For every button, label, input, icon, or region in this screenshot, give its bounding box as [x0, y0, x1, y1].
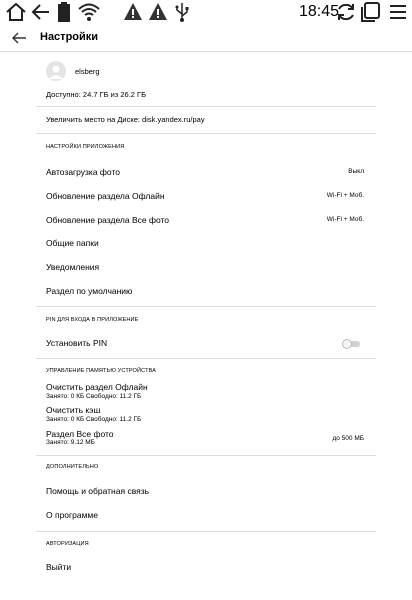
warning-icon — [123, 1, 143, 27]
back-arrow-icon[interactable] — [29, 1, 51, 27]
home-icon[interactable] — [5, 1, 27, 27]
setting-value: Выкл — [348, 168, 364, 175]
all-photos-item[interactable] — [0, 429, 412, 447]
copy-icon[interactable] — [359, 1, 381, 27]
setting-value: Wi-Fi + Моб. — [326, 216, 364, 223]
clear-offline-item[interactable] — [0, 382, 412, 400]
divider — [36, 133, 376, 134]
clear-cache-item[interactable] — [0, 405, 412, 423]
setting-label: Автозагрузка фото — [46, 167, 120, 177]
app-bar — [0, 26, 412, 52]
avatar — [46, 61, 66, 81]
setting-offline-update[interactable] — [0, 189, 412, 203]
setting-label: Обновление раздела Офлайн — [46, 191, 165, 201]
toggle-knob — [342, 339, 352, 349]
divider — [36, 358, 376, 359]
setting-value: Wi-Fi + Моб. — [326, 192, 364, 199]
storage-info: Доступно: 24.7 ГБ из 26.2 ГБ — [46, 90, 147, 99]
usb-icon — [174, 1, 190, 27]
back-button[interactable] — [8, 28, 30, 48]
setting-label: Обновление раздела Все фото — [46, 215, 170, 225]
setting-default-section[interactable]: Раздел по умолчанию — [46, 286, 133, 296]
about-item[interactable]: О программе — [46, 510, 99, 520]
clear-cache-label: Очистить кэш — [46, 405, 101, 415]
help-feedback-item[interactable]: Помощь и обратная связь — [46, 486, 150, 496]
section-header-app-settings: НАСТРОЙКИ ПРИЛОЖЕНИЯ — [46, 144, 125, 150]
section-header-pin: PIN ДЛЯ ВХОДА В ПРИЛОЖЕНИЕ — [46, 317, 139, 323]
set-pin-label: Установить PIN — [46, 338, 108, 348]
section-header-additional: ДОПОЛНИТЕЛЬНО — [46, 464, 99, 470]
page-title: Настройки — [40, 31, 99, 43]
battery-icon — [57, 1, 71, 27]
upgrade-storage-link[interactable]: Увеличить место на Диске: disk.yandex.ru/pay — [46, 115, 205, 124]
clear-offline-label: Очистить раздел Офлайн — [46, 382, 148, 392]
divider — [36, 531, 376, 532]
warning-icon — [148, 1, 168, 27]
setting-allphotos-update[interactable] — [0, 213, 412, 227]
setting-notifications[interactable]: Уведомления — [46, 262, 100, 272]
status-bar — [0, 0, 412, 26]
wifi-icon — [77, 1, 101, 27]
all-photos-label: Раздел Все фото — [46, 429, 114, 439]
divider — [36, 306, 376, 307]
account-name: elsberg — [75, 67, 100, 76]
setting-shared-folders[interactable]: Общие папки — [46, 238, 99, 248]
all-photos-sub: Занято: 9.12 МБ — [46, 439, 95, 446]
divider — [36, 106, 376, 107]
all-photos-value: до 500 МБ — [332, 435, 364, 442]
logout-item[interactable]: Выйти — [46, 562, 72, 572]
clock: 18:45 — [299, 3, 340, 20]
menu-icon[interactable] — [387, 1, 409, 27]
clear-offline-sub: Занято: 0 КБ Свободно: 11.2 ГБ — [46, 393, 142, 400]
sync-icon[interactable] — [335, 1, 357, 27]
section-header-memory: УПРАВЛЕНИЕ ПАМЯТЬЮ УСТРОЙСТВА — [46, 368, 157, 374]
divider — [36, 455, 376, 456]
pin-toggle[interactable] — [342, 341, 360, 347]
section-header-auth: АВТОРИЗАЦИЯ — [46, 541, 89, 547]
clear-cache-sub: Занято: 0 КБ Свободно: 11.2 ГБ — [46, 416, 142, 423]
setting-autoupload[interactable] — [0, 165, 412, 179]
